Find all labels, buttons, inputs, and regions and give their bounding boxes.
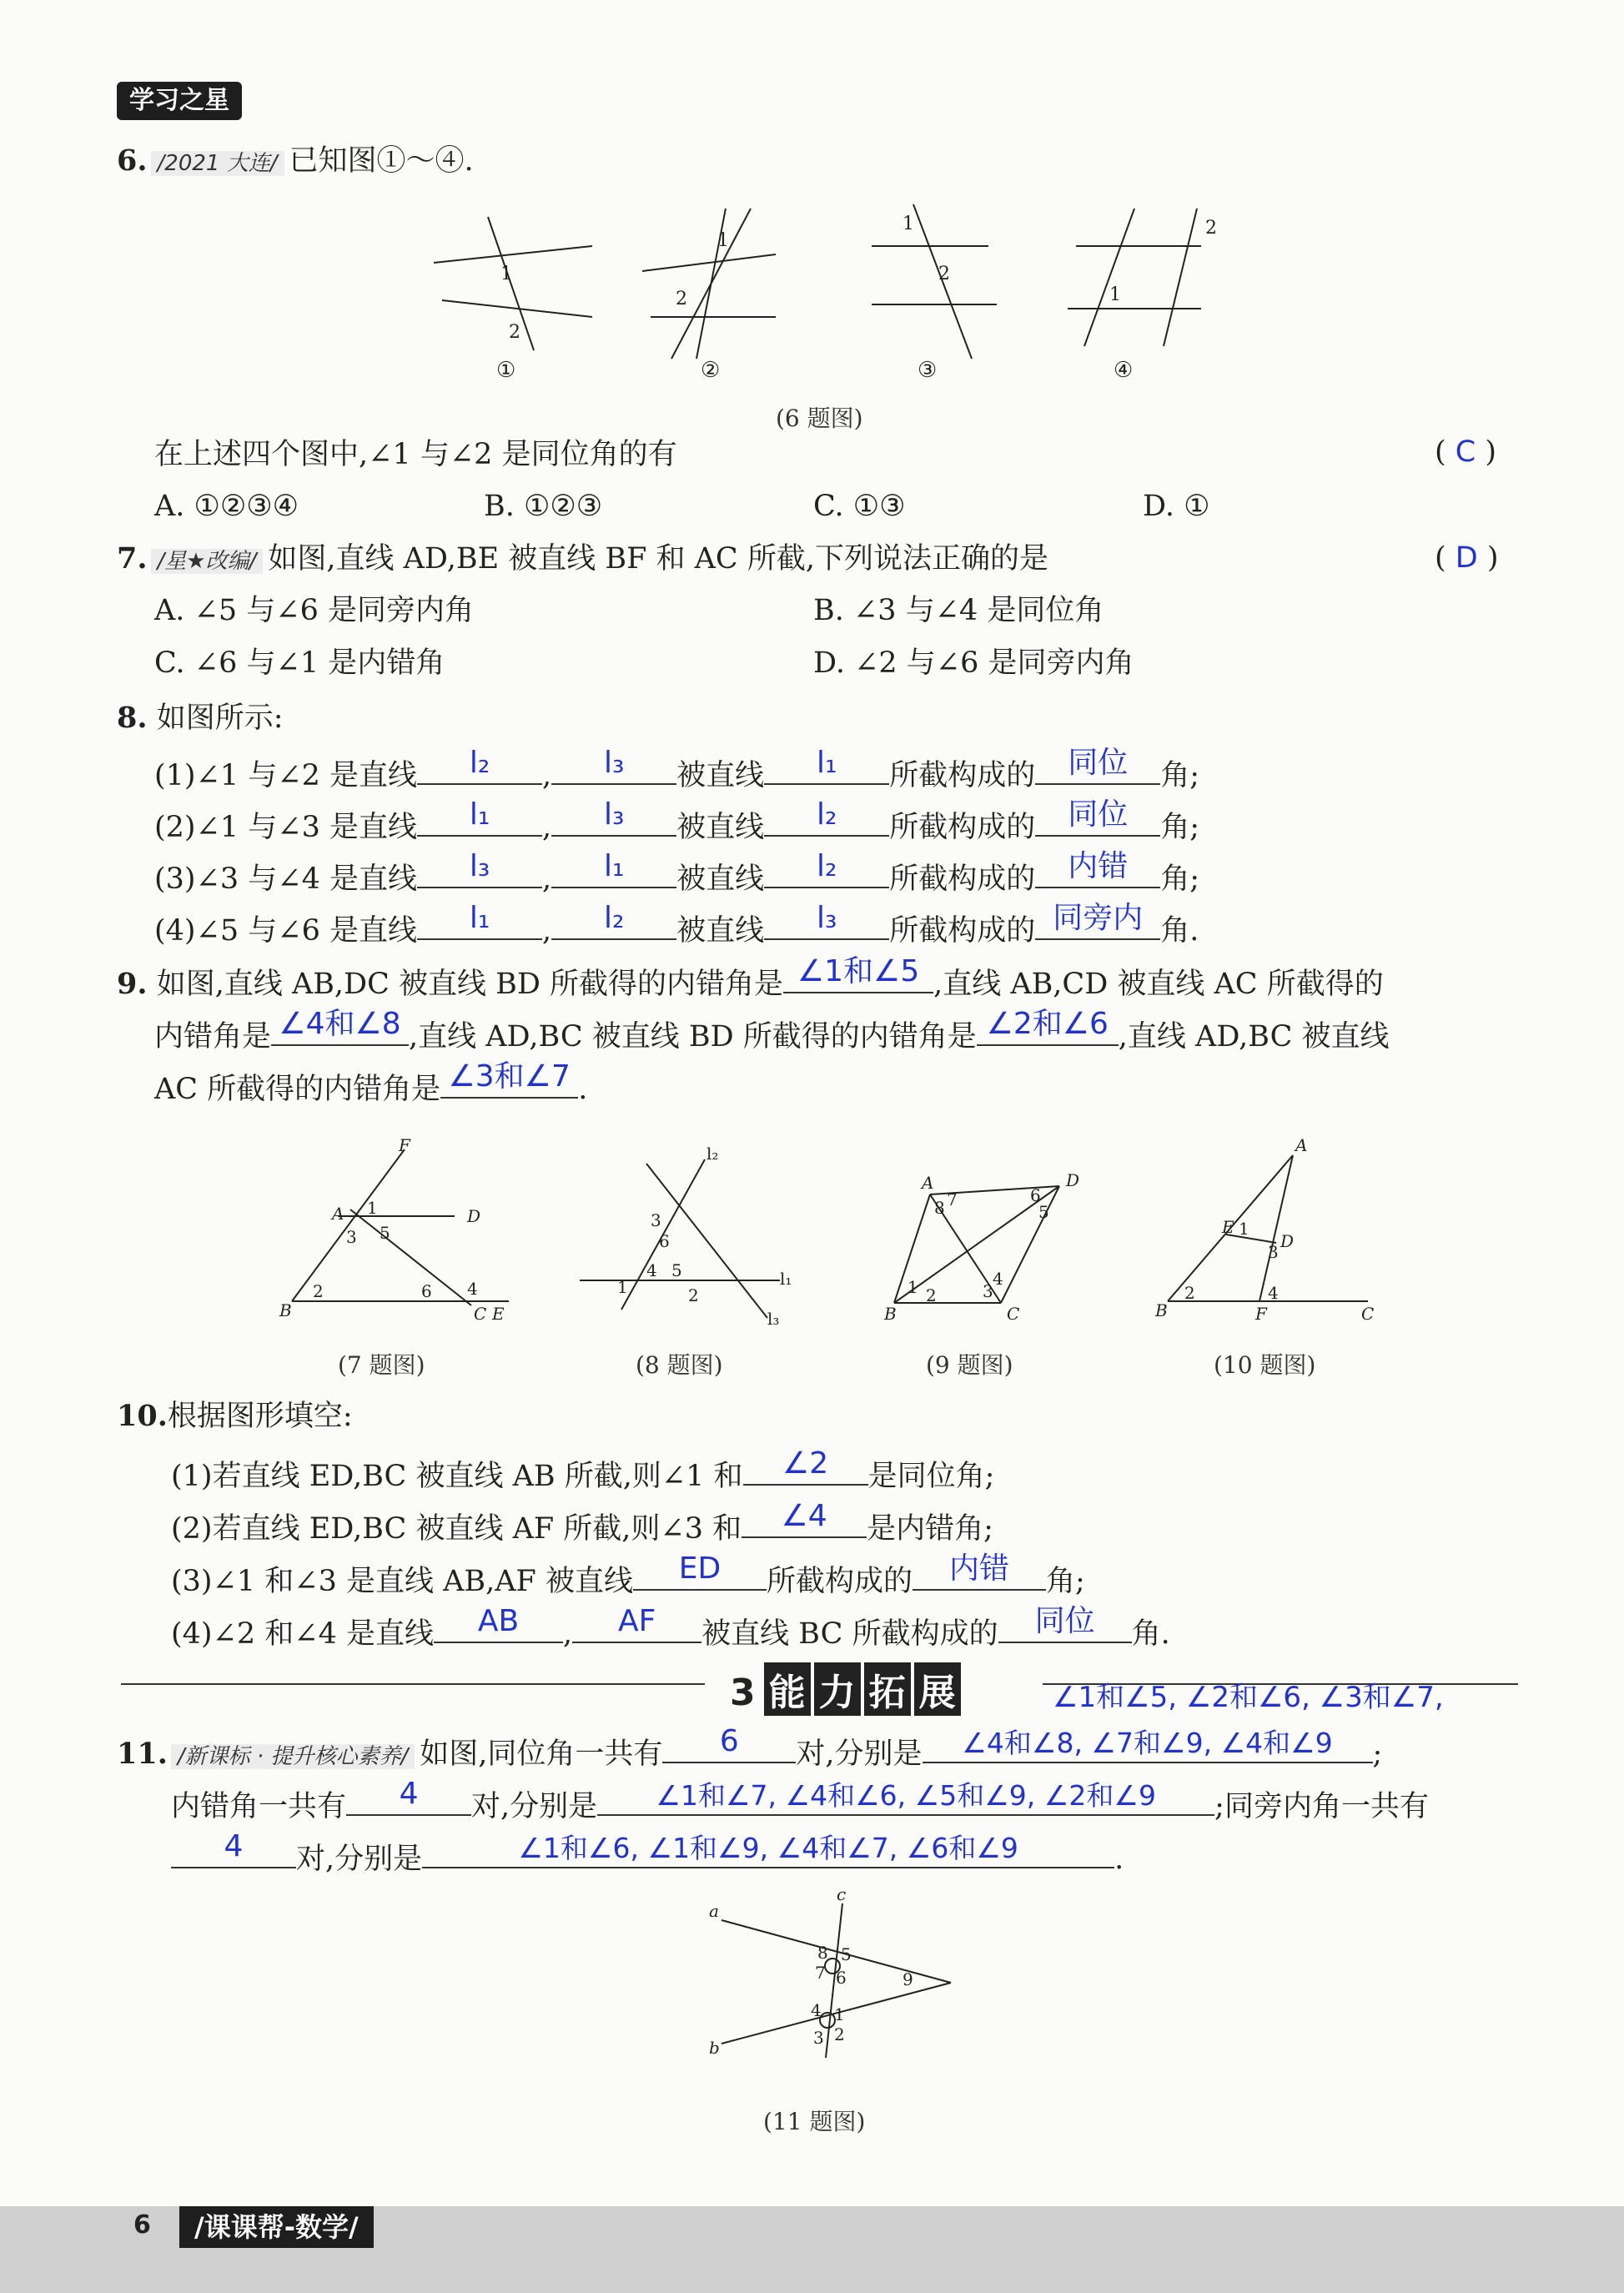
q7-answer: ( D ) xyxy=(1435,541,1499,575)
q8-row-4: (4)∠5 与∠6 是直线 l₁ , l₂ 被直线 l₃ 所截构成的 同旁内 角. xyxy=(154,901,1199,948)
svg-text:1: 1 xyxy=(617,1277,628,1297)
q6-option-b: B. ①②③ xyxy=(484,490,603,523)
svg-text:2: 2 xyxy=(688,1285,699,1305)
svg-text:A: A xyxy=(922,1173,934,1193)
q6-answer: ( C ) xyxy=(1435,435,1497,469)
svg-text:3: 3 xyxy=(1268,1242,1279,1262)
svg-text:7: 7 xyxy=(815,1963,826,1983)
svg-text:4: 4 xyxy=(811,2000,822,2020)
fig6-label-4: ④ xyxy=(1114,358,1134,383)
svg-text:1: 1 xyxy=(903,214,914,234)
q6-stem: 6. /2021 大连/ 已知图①～④. xyxy=(117,143,474,178)
svg-text:6: 6 xyxy=(1030,1185,1041,1205)
q7-option-a: A. ∠5 与∠6 是同旁内角 xyxy=(154,594,474,627)
page-number: 6 xyxy=(133,2210,151,2240)
svg-text:3: 3 xyxy=(983,1281,993,1301)
svg-text:6: 6 xyxy=(836,1968,847,1988)
svg-text:D: D xyxy=(467,1206,481,1226)
q7-stem: 7. /星★改编/ 如图,直线 AD,BE 被直线 BF 和 AC 所截,下列说法正确的是 xyxy=(117,541,1048,576)
svg-text:l₁: l₁ xyxy=(780,1269,792,1289)
section-title: 3 能 力 拓 展 xyxy=(721,1662,961,1716)
fig10-caption: (10 题图) xyxy=(1214,1351,1316,1379)
svg-text:4: 4 xyxy=(467,1279,478,1299)
q7-option-c: C. ∠6 与∠1 是内错角 xyxy=(154,646,445,680)
q7-option-d: D. ∠2 与∠6 是同旁内角 xyxy=(813,646,1134,680)
q11-line-1: 11. /新课标 · 提升核心素养/ 如图,同位角一共有 6 对,分别是 ∠4和∠8, ∠7和∠9, ∠4和∠9 ; xyxy=(117,1724,1383,1771)
svg-text:1: 1 xyxy=(908,1277,918,1297)
footer-title: /课课帮-数学/ xyxy=(179,2206,374,2248)
svg-text:A: A xyxy=(1295,1135,1308,1155)
q11-figure xyxy=(701,1887,968,2070)
svg-text:7: 7 xyxy=(947,1189,958,1209)
svg-text:F: F xyxy=(1255,1304,1267,1324)
svg-text:5: 5 xyxy=(380,1223,390,1243)
q8-row-3: (3)∠3 与∠4 是直线 l₃ , l₁ 被直线 l₂ 所截构成的 内错 角; xyxy=(154,849,1199,896)
q10-row-1: (1)若直线 ED,BC 被直线 AB 所截,则∠1 和 ∠2 是同位角; xyxy=(171,1446,995,1493)
fig9-caption: (9 题图) xyxy=(926,1351,1013,1379)
svg-text:2: 2 xyxy=(938,264,950,284)
svg-text:4: 4 xyxy=(646,1260,657,1280)
svg-text:1: 1 xyxy=(1239,1219,1249,1239)
svg-text:2: 2 xyxy=(834,2024,845,2044)
svg-text:4: 4 xyxy=(993,1269,1003,1289)
fig6-label-1: ① xyxy=(496,358,516,383)
q6-option-c: C. ①③ xyxy=(813,490,906,523)
svg-text:2: 2 xyxy=(926,1285,937,1305)
svg-text:E: E xyxy=(492,1304,505,1324)
svg-text:l₃: l₃ xyxy=(767,1309,780,1329)
svg-text:B: B xyxy=(1155,1300,1168,1320)
svg-text:C: C xyxy=(474,1304,487,1324)
q8-row-2: (2)∠1 与∠3 是直线 l₁ , l₃ 被直线 l₂ 所截构成的 同位 角; xyxy=(154,797,1199,844)
svg-text:4: 4 xyxy=(1268,1283,1279,1303)
svg-text:D: D xyxy=(1066,1170,1080,1190)
q6-option-d: D. ① xyxy=(1143,490,1210,523)
svg-text:A: A xyxy=(332,1204,344,1224)
svg-text:8: 8 xyxy=(934,1198,945,1218)
q9-line-2: 内错角是 ∠4和∠8 ,直线 AD,BC 被直线 BD 所截得的内错角是 ∠2和∠6 ,直线 AD,BC 被直线 xyxy=(154,1007,1390,1053)
q8-row-1: (1)∠1 与∠2 是直线 l₂ , l₃ 被直线 l₁ 所截构成的 同位 角; xyxy=(154,746,1199,792)
svg-text:2: 2 xyxy=(676,289,687,309)
svg-text:C: C xyxy=(1007,1304,1020,1324)
svg-text:E: E xyxy=(1222,1217,1234,1237)
q11-caption: (11 题图) xyxy=(763,2108,866,2135)
svg-text:D: D xyxy=(1280,1231,1295,1251)
q6-caption: (6 题图) xyxy=(776,405,863,432)
q10-row-2: (2)若直线 ED,BC 被直线 AF 所截,则∠3 和 ∠4 是内错角; xyxy=(171,1499,993,1546)
svg-text:9: 9 xyxy=(903,1969,913,1989)
svg-text:F: F xyxy=(399,1135,410,1155)
svg-text:3: 3 xyxy=(813,2028,824,2048)
svg-text:6: 6 xyxy=(659,1231,670,1251)
svg-text:2: 2 xyxy=(1184,1283,1195,1303)
fig8-caption: (8 题图) xyxy=(636,1351,723,1379)
q8-stem: 8. 如图所示: xyxy=(117,701,284,735)
q9-line-1: 9. 如图,直线 AB,DC 被直线 BD 所截得的内错角是 ∠1和∠5 ,直线 AB,CD 被直线 AC 所截得的 xyxy=(117,954,1384,1001)
svg-text:1: 1 xyxy=(717,230,729,251)
fig-7-10 xyxy=(267,1134,1401,1335)
svg-text:1: 1 xyxy=(834,2004,845,2024)
svg-text:a: a xyxy=(709,1901,719,1921)
q6-question: 在上述四个图中,∠1 与∠2 是同位角的有 xyxy=(154,438,677,471)
svg-text:3: 3 xyxy=(651,1210,661,1230)
q6-figures xyxy=(425,192,1243,392)
fig6-label-2: ② xyxy=(701,358,721,383)
svg-text:3: 3 xyxy=(346,1227,357,1247)
svg-text:2: 2 xyxy=(509,322,520,343)
svg-text:B: B xyxy=(884,1304,897,1324)
svg-text:b: b xyxy=(709,2038,720,2058)
section-divider-left xyxy=(121,1683,705,1685)
svg-text:l₂: l₂ xyxy=(706,1144,719,1164)
q11-line-3: 4 对,分别是 ∠1和∠6, ∠1和∠9, ∠4和∠7, ∠6和∠9 . xyxy=(171,1838,1124,1874)
svg-text:B: B xyxy=(279,1300,292,1320)
svg-text:5: 5 xyxy=(841,1944,852,1964)
fig6-label-3: ③ xyxy=(918,358,938,383)
q10-row-3: (3)∠1 和∠3 是直线 AB,AF 被直线 ED 所截构成的 内错 角; xyxy=(171,1551,1085,1598)
svg-text:c: c xyxy=(837,1887,847,1904)
q11-line-2: 内错角一共有 4 对,分别是 ∠1和∠7, ∠4和∠6, ∠5和∠9, ∠2和∠9 ;同旁内角一共有 xyxy=(171,1777,1429,1823)
q10-row-4: (4)∠2 和∠4 是直线 AB , AF 被直线 BC 所截构成的 同位 角. xyxy=(171,1604,1170,1651)
fig7-caption: (7 题图) xyxy=(338,1351,425,1379)
q10-stem: 10.根据图形填空: xyxy=(117,1399,353,1433)
svg-text:2: 2 xyxy=(313,1281,324,1301)
q6-option-a: A. ①②③④ xyxy=(154,490,299,523)
svg-text:8: 8 xyxy=(817,1943,828,1963)
svg-text:1: 1 xyxy=(1109,284,1121,305)
svg-text:5: 5 xyxy=(1038,1202,1049,1222)
svg-text:2: 2 xyxy=(1205,218,1217,239)
brand-logo: 学习之星 xyxy=(117,82,242,120)
svg-text:5: 5 xyxy=(671,1260,682,1280)
q11-answer-overflow: ∠1和∠5, ∠2和∠6, ∠3和∠7, xyxy=(1053,1681,1444,1714)
svg-text:6: 6 xyxy=(421,1281,432,1301)
svg-text:1: 1 xyxy=(500,264,512,284)
svg-text:1: 1 xyxy=(367,1198,378,1218)
q7-option-b: B. ∠3 与∠4 是同位角 xyxy=(813,594,1104,627)
q9-line-3: AC 所截得的内错角是 ∠3和∠7 . xyxy=(154,1059,588,1106)
svg-text:C: C xyxy=(1361,1304,1375,1324)
